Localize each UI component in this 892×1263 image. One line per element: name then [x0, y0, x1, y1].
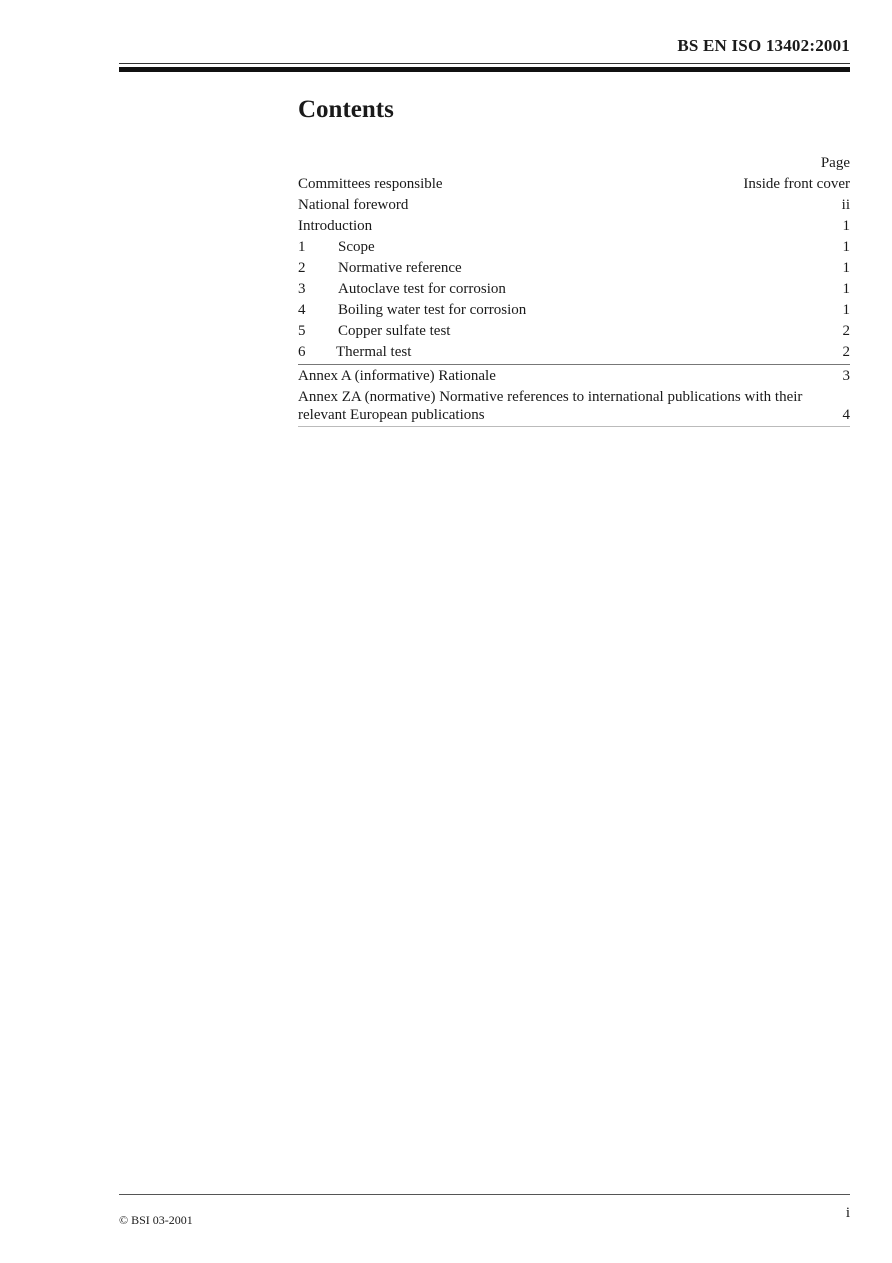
toc-entry[interactable]: [298, 258, 850, 279]
toc-entry[interactable]: [298, 321, 850, 342]
toc-entry-page: 1: [842, 302, 850, 318]
toc-annex-page: 4: [842, 407, 850, 423]
toc-entry-number: 4: [298, 302, 306, 318]
toc-entry-page: 2: [842, 344, 850, 360]
table-of-contents: [298, 153, 850, 427]
toc-entry-page: ii: [841, 197, 850, 213]
toc-entry-label: Copper sulfate test: [338, 323, 451, 339]
toc-entry-label: Boiling water test for corrosion: [338, 302, 527, 318]
toc-entry-label: National foreword: [298, 197, 409, 213]
toc-page-heading: Page: [820, 155, 850, 171]
toc-annex-page: 3: [842, 368, 850, 384]
toc-entry-page: Inside front cover: [743, 176, 850, 192]
header-rule-thin: [119, 63, 850, 64]
toc-annex-entry[interactable]: [298, 366, 850, 387]
footer-rule: [119, 1194, 850, 1195]
toc-entry-page: 1: [842, 239, 850, 255]
toc-entry[interactable]: [298, 195, 850, 216]
toc-entry-label: Normative reference: [338, 260, 462, 276]
toc-entry-label: Scope: [338, 239, 375, 255]
toc-entry-number: 3: [298, 281, 306, 297]
toc-entry-label: Introduction: [298, 218, 373, 234]
toc-entry-label: Autoclave test for corrosion: [338, 281, 506, 297]
toc-entry-number: 5: [298, 323, 306, 339]
toc-entry[interactable]: [298, 279, 850, 300]
toc-annex-label: Annex A (informative) Rationale: [298, 368, 496, 384]
toc-entry-label: Thermal test: [336, 344, 412, 360]
toc-entry-number: 2: [298, 260, 306, 276]
page-number: i: [845, 1205, 850, 1221]
document-id: BS EN ISO 13402:2001: [677, 36, 850, 55]
toc-entry-page: 2: [842, 323, 850, 339]
toc-entry-number: 1: [298, 239, 306, 255]
header-rule-thick: [119, 67, 850, 72]
page-title: Contents: [298, 96, 394, 123]
toc-entry-page: 1: [842, 260, 850, 276]
toc-entry-label: Committees responsible: [298, 176, 443, 192]
toc-entry[interactable]: [298, 237, 850, 258]
toc-annex-label: Annex ZA (normative) Normative references to international publications with their relevant European publications: [298, 389, 803, 423]
toc-entry-number: 6: [298, 344, 306, 360]
toc-entry[interactable]: [298, 300, 850, 321]
toc-entry[interactable]: [298, 342, 850, 363]
toc-entry-page: 1: [842, 281, 850, 297]
copyright-notice: © BSI 03-2001: [119, 1213, 193, 1227]
toc-entry[interactable]: [298, 174, 850, 195]
toc-annex-entry[interactable]: [298, 387, 850, 424]
toc-end-rule: [298, 426, 850, 427]
toc-separator: [298, 364, 850, 365]
toc-entry-page: 1: [842, 218, 850, 234]
toc-entry[interactable]: [298, 216, 850, 237]
